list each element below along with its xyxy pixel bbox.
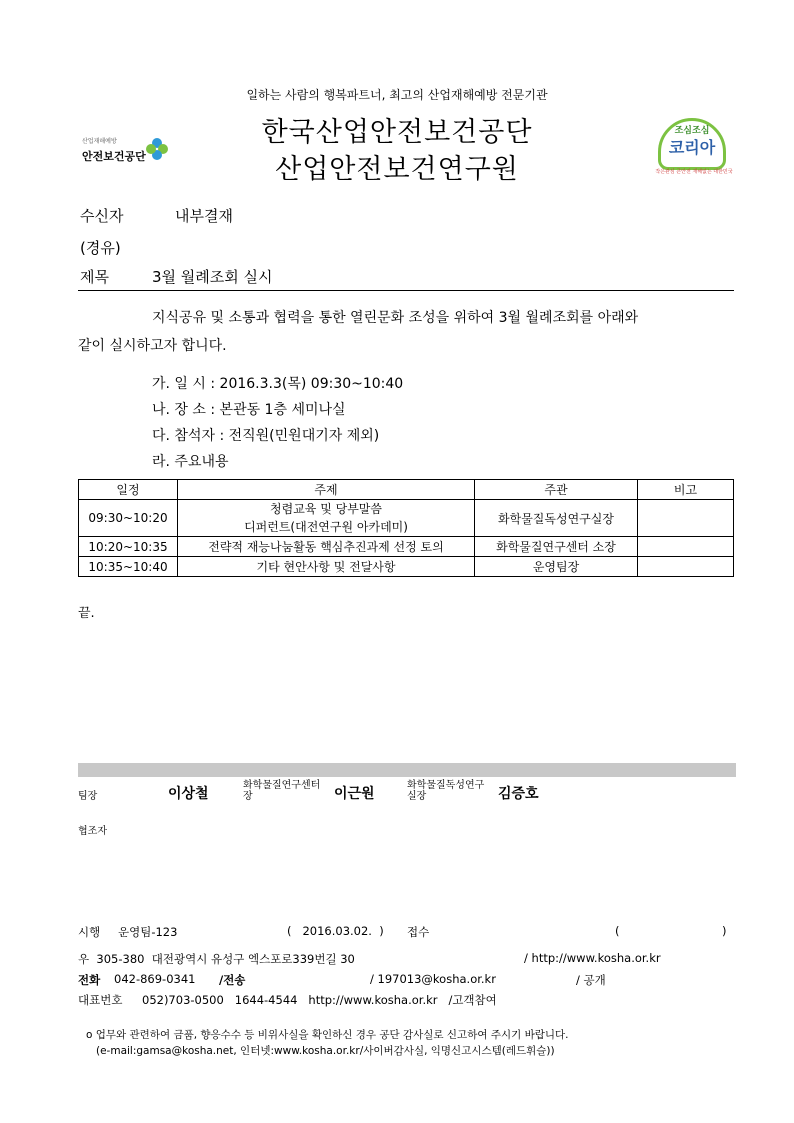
fax-label: /전송 [219, 973, 246, 987]
col-header-host: 주관 [475, 480, 638, 500]
org-slogan: 일하는 사람의 행복파트너, 최고의 산업재해예방 전문기관 [246, 88, 548, 102]
item-datetime: 가. 일 시 : 2016.3.3(목) 09:30~10:40 [152, 376, 404, 392]
col-header-schedule: 일정 [79, 480, 178, 500]
approver-role-3 [407, 780, 484, 802]
exec-date: ( 2016.03.02. ) [287, 924, 384, 938]
cooperator-label: 협조자 [78, 826, 107, 837]
cell-topic-line2: 디퍼런트(대전연구원 아카데미) [244, 520, 408, 534]
end-mark: 끝. [78, 606, 95, 621]
campaign-logo-tagline: 작은관심 큰안전 재해없는 대한민국 [655, 169, 733, 175]
exec-number: 운영팀-123 [118, 925, 178, 939]
cell-remarks [638, 537, 734, 557]
logo-left-subtitle: 산업재해예방 [82, 138, 117, 145]
rep-label: 대표번호 [78, 993, 123, 1007]
col-header-remarks: 비고 [638, 480, 734, 500]
approver-role-3-line2: 실장 [407, 791, 427, 802]
recipient-value: 내부결재 [175, 207, 233, 225]
approver-role-1: 팀장 [78, 791, 98, 802]
receive-paren-close: ) [722, 924, 727, 938]
cell-topic: 전략적 재능나눔활동 핵심추진과제 선정 토의 [178, 537, 475, 557]
approver-name-1: 이상철 [168, 786, 209, 802]
cell-topic-line1: 청렴교육 및 당부말씀 [270, 502, 382, 516]
cell-host: 화학물질연구센터 소장 [475, 537, 638, 557]
rep-info: 052)703-0500 1644-4544 http://www.kosha.or.kr /고객참여 [142, 993, 497, 1007]
notice-line-2: (e-mail:gamsa@kosha.net, 인터넷:www.kosha.or.kr/사이버감사실, 익명신고시스템(레드휘슬)) [96, 1045, 555, 1057]
logo-left-name: 안전보건공단 [82, 150, 146, 163]
approver-role-2 [243, 780, 320, 802]
approver-name-2: 이근원 [334, 786, 375, 802]
schedule-table [78, 479, 734, 577]
phone-number: 042-869-0341 [114, 972, 196, 986]
body-line-2: 같이 실시하고자 합니다. [78, 338, 227, 354]
public-status: / 공개 [576, 973, 606, 987]
cell-time: 10:20~10:35 [79, 537, 178, 557]
cell-host: 운영팀장 [475, 557, 638, 577]
campaign-logo [652, 118, 736, 180]
item-attendees: 다. 참석자 : 전직원(민원대기자 제외) [152, 428, 380, 444]
receive-label: 접수 [407, 925, 430, 939]
body-line-1: 지식공유 및 소통과 협력을 통한 열린문화 조성을 위하여 3월 월례조회를 아래와 [152, 310, 639, 326]
cell-topic [178, 500, 475, 537]
cell-time: 10:35~10:40 [79, 557, 178, 577]
pinwheel-icon [144, 136, 170, 162]
table-row [79, 500, 734, 537]
approver-role-2-line2: 장 [243, 791, 253, 802]
cell-time: 09:30~10:20 [79, 500, 178, 537]
cell-topic: 기타 현안사항 및 전달사항 [178, 557, 475, 577]
cell-remarks [638, 557, 734, 577]
table-row [79, 557, 734, 577]
subject-label: 제목 [80, 268, 109, 286]
kosha-logo [78, 134, 178, 174]
campaign-logo-top: 조심조심 [674, 126, 710, 136]
approver-name-3: 김증호 [498, 786, 539, 802]
phone-label: 전화 [78, 973, 101, 987]
exec-label: 시행 [78, 925, 101, 939]
col-header-topic: 주제 [178, 480, 475, 500]
receive-paren-open: ( [615, 924, 620, 938]
campaign-logo-main: 코리아 [668, 138, 716, 157]
approver-role-2-line1: 화학물질연구센터 [243, 780, 321, 791]
cell-remarks [638, 500, 734, 537]
item-main-content: 라. 주요내용 [152, 454, 229, 470]
cell-host: 화학물질독성연구실장 [475, 500, 638, 537]
subject-value: 3월 월례조회 실시 [152, 268, 273, 286]
homepage: / http://www.kosha.or.kr [524, 951, 661, 965]
table-row [79, 537, 734, 557]
via-label: (경유) [80, 239, 121, 257]
address: 우 305-380 대전광역시 유성구 엑스포로339번길 30 [78, 952, 355, 966]
approver-role-3-line1: 화학물질독성연구 [407, 780, 485, 791]
org-name-primary: 한국산업안전보건공단 [261, 117, 533, 148]
email: / 197013@kosha.or.kr [370, 972, 496, 986]
header-divider [78, 290, 734, 291]
org-name-secondary: 산업안전보건연구원 [275, 154, 519, 185]
table-header-row [79, 480, 734, 500]
notice-line-1: o 업무와 관련하여 금품, 향응수수 등 비위사실을 확인하신 경우 공단 감사실로 신고하여 주시기 바랍니다. [86, 1029, 569, 1041]
recipient-label: 수신자 [80, 207, 124, 225]
approval-bar [78, 763, 736, 777]
item-location: 나. 장 소 : 본관동 1층 세미나실 [152, 402, 346, 418]
